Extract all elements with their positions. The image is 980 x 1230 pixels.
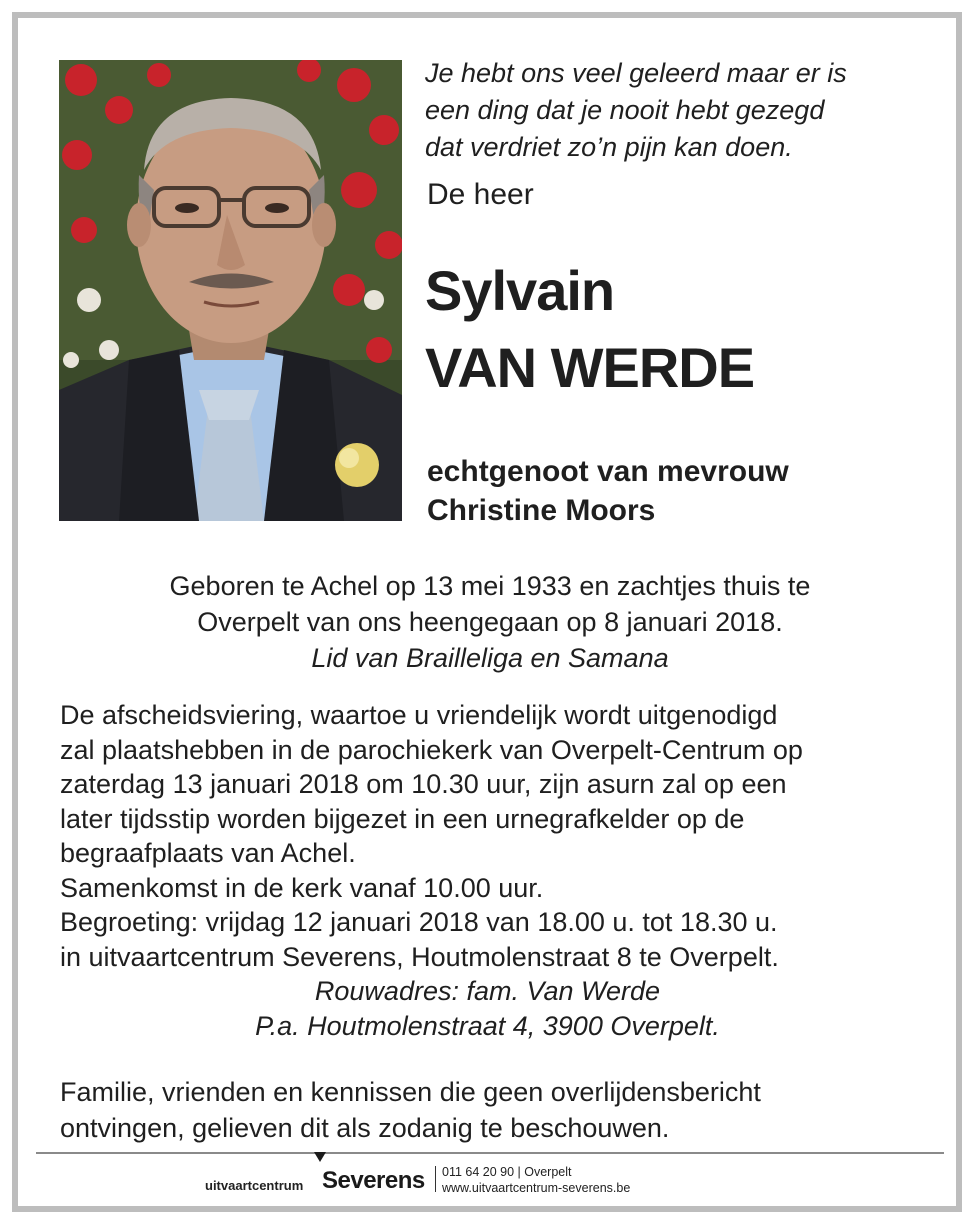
footer-phone: 011 64 20 90 | Overpelt: [442, 1165, 572, 1179]
footer-contact: [442, 1164, 630, 1196]
ceremony-line: Samenkomst in de kerk vanaf 10.00 uur.: [60, 872, 544, 903]
mourning-address-street: P.a. Houtmolenstraat 4, 3900 Overpelt.: [255, 1010, 720, 1041]
funeral-home-footer: [0, 1158, 980, 1198]
portrait-photo: [59, 60, 402, 521]
spouse-relation: echtgenoot van mevrouw: [427, 455, 789, 488]
closing-line: ontvingen, gelieven dit als zodanig te beschouwen.: [60, 1113, 670, 1143]
footer-divider: [36, 1152, 944, 1154]
ceremony-line: begraafplaats van Achel.: [60, 838, 356, 868]
death-line: Overpelt van ons heengegaan op 8 januari 2018.: [197, 607, 783, 637]
ceremony-line: zaterdag 13 januari 2018 om 10.30 uur, zijn asurn zal op een: [60, 769, 787, 799]
quote-line: een ding dat je nooit hebt gezegd: [425, 95, 825, 125]
quote-line: Je hebt ons veel geleerd maar er is: [425, 58, 847, 88]
honorific-title: De heer: [427, 178, 534, 211]
birth-death-info: [60, 568, 920, 676]
ceremony-line: later tijdsstip worden bijgezet in een urnegrafkelder op de: [60, 803, 745, 834]
mourning-address: Rouwadres: fam. Van Werde: [314, 976, 661, 1006]
footer-website: www.uitvaartcentrum-severens.be: [442, 1181, 631, 1195]
membership-line: Lid van Brailleliga en Samana: [311, 643, 669, 673]
spouse-name: Christine Moors: [427, 494, 656, 527]
closing-line: Familie, vrienden en kennissen die geen overlijdensbericht: [60, 1077, 761, 1107]
deceased-first-name: Sylvain: [425, 259, 615, 322]
brand-triangle-icon: [314, 1152, 326, 1162]
deceased-last-name: VAN WERDE: [425, 336, 755, 399]
closing-note: [60, 1074, 940, 1146]
ceremony-details: [60, 698, 940, 1043]
birth-line: Geboren te Achel op 13 mei 1933 en zachtjes thuis te: [169, 571, 811, 601]
footer-separator: [435, 1166, 436, 1192]
footer-brand: Severens: [322, 1167, 425, 1194]
ceremony-line: De afscheidsviering, waartoe u vriendelijk wordt uitgenodigd: [60, 700, 778, 730]
quote-line: dat verdriet zo’n pijn kan doen.: [425, 132, 793, 162]
footer-prefix: uitvaartcentrum: [205, 1178, 304, 1193]
memorial-quote: [425, 55, 945, 166]
ceremony-line: in uitvaartcentrum Severens, Houtmolenstraat 8 te Overpelt.: [60, 941, 779, 972]
ceremony-line: Begroeting: vrijdag 12 januari 2018 van 18.00 u. tot 18.30 u.: [60, 907, 778, 937]
spouse-info: [427, 452, 789, 530]
ceremony-line: zal plaatshebben in de parochiekerk van Overpelt-Centrum op: [60, 734, 803, 765]
